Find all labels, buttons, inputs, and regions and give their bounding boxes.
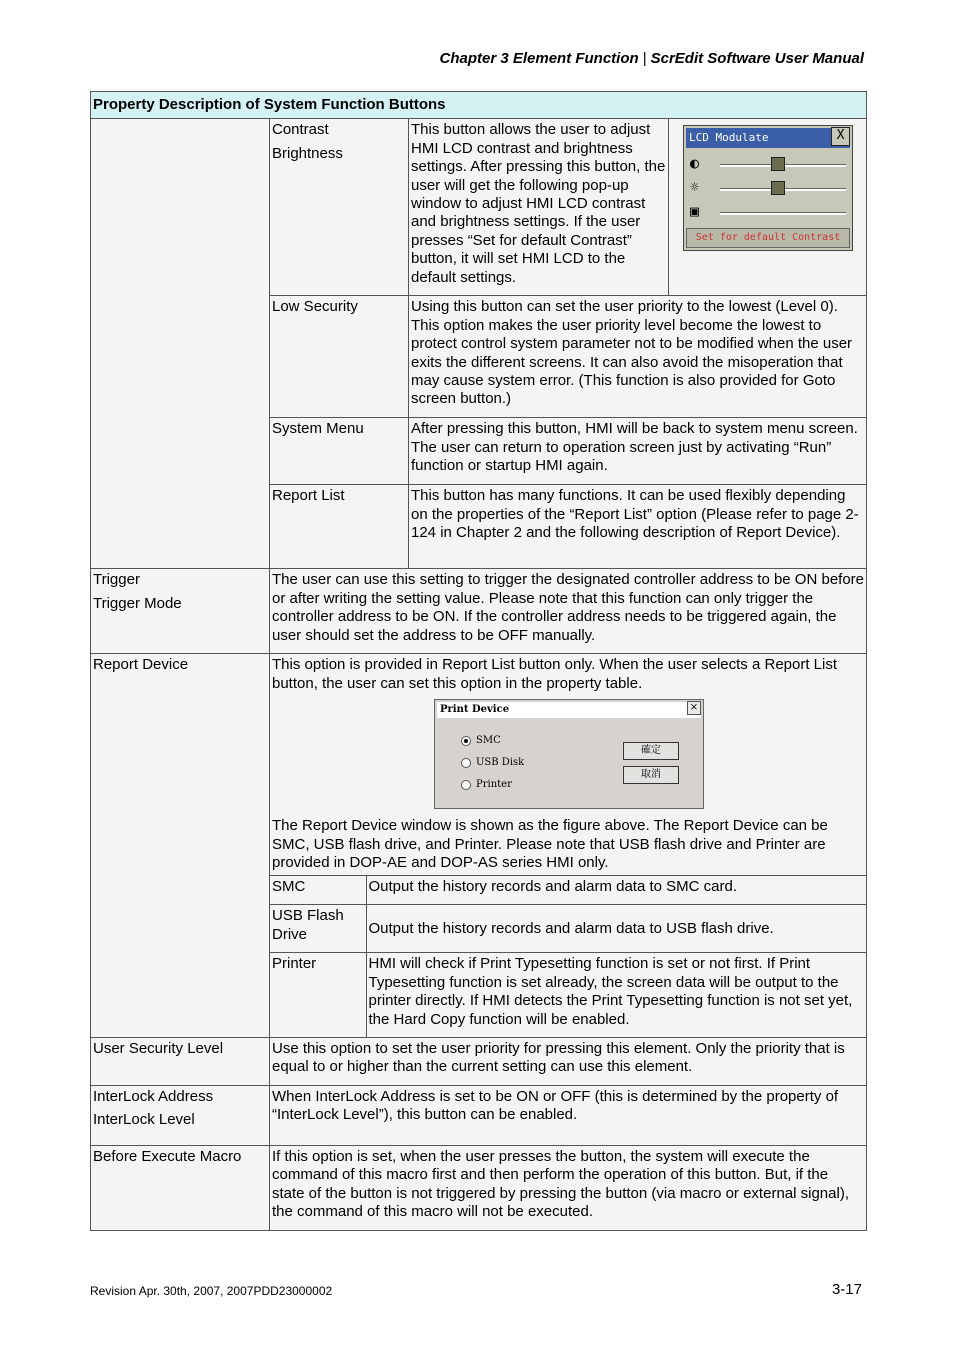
interlock-description: When InterLock Address is set to be ON or OFF (this is determined by the property of “InterLock Level”), this button can be enabled. (270, 1085, 867, 1145)
option-smc[interactable] (461, 734, 501, 748)
printer-description: HMI will check if Print Typesetting function is set or not first. If Print Typesetting function is set already, the screen data will be output to the printer directly. If HMI detects the Print Typesetting function is not set yet, the Hard Copy function will be enabled. (366, 953, 866, 1037)
contrast-slider-row (690, 155, 846, 173)
close-icon[interactable]: × (687, 701, 701, 715)
contrast-label: Contrast (272, 121, 329, 139)
set-default-contrast-button[interactable]: Set for default Contrast (686, 228, 850, 248)
interlock-address-label: InterLock Address (93, 1087, 214, 1105)
user-security-description: Use this option to set the user priority for pressing this element. Only the priority that is equal to or higher than the current setting can use this element. (270, 1037, 867, 1085)
brightness-label: Brightness (272, 144, 343, 162)
brightness-slider-row (690, 179, 846, 197)
interlock-label-cell (91, 1085, 270, 1145)
empty-label-cell (91, 119, 270, 569)
option-printer[interactable] (461, 778, 512, 792)
before-macro-label: Before Execute Macro (91, 1145, 270, 1230)
radio-icon[interactable] (461, 780, 471, 790)
option-usb-disk[interactable] (461, 756, 524, 770)
display-icon: ▣ (690, 202, 700, 221)
low-security-label: Low Security (270, 296, 409, 418)
ok-button[interactable]: 確定 (623, 742, 679, 760)
print-device-dialog (434, 699, 704, 809)
cancel-button[interactable]: 取消 (623, 766, 679, 784)
low-security-description: Using this button can set the user priority to the lowest (Level 0). This option makes the user priority level become the lowest to protect control system parameter not to be modified when the user exits the different screens. It can also avoid the misoperation that may cause system error. (This function is also provided for Goto screen button.) (409, 296, 867, 418)
brightness-slider-knob[interactable] (771, 181, 785, 195)
trigger-mode-label: Trigger Mode (93, 594, 182, 612)
report-device-after: The Report Device window is shown as the figure above. The Report Device can be SMC, USB flash drive, and Printer. Please note that USB flash drive and Printer are provided in DOP-AE and DOP-AS series HMI only. (272, 817, 828, 872)
report-list-description: This button has many functions. It can be used flexibly depending on the properties of the “Report List” option (Please refer to page 2-124 in Chapter 2 and the following description of Report Device). (409, 485, 867, 569)
chapter-title: Chapter 3 Element Function (439, 50, 639, 67)
report-device-cell (270, 654, 867, 1038)
printer-label: Printer (270, 953, 366, 1037)
option-smc-label: SMC (476, 735, 501, 747)
lcd-dialog-cell (669, 119, 867, 296)
usb-label: USB Flash Drive (270, 905, 366, 953)
report-list-label: Report List (270, 485, 409, 569)
smc-label: SMC (270, 876, 366, 905)
interlock-level-label: InterLock Level (93, 1111, 195, 1129)
close-icon[interactable]: X (831, 127, 850, 146)
radio-icon[interactable] (461, 758, 471, 768)
option-usb-label: USB Disk (476, 757, 525, 769)
print-device-title: Print Device (437, 702, 701, 718)
display-slider-track[interactable] (720, 212, 846, 215)
contrast-slider-knob[interactable] (771, 157, 785, 171)
page-number: 3-17 (831, 1281, 862, 1298)
manual-title: ScrEdit Software User Manual (650, 50, 864, 67)
before-macro-description: If this option is set, when the user presses the button, the system will execute the command of this macro first and then perform the operation of this button. But, if the state of the button is not triggered by pressing the button (via macro or external signal), the command of this macro will not be executed. (270, 1145, 867, 1230)
trigger-label: Trigger (93, 571, 140, 589)
report-device-label: Report Device (91, 654, 270, 1038)
contrast-description: This button allows the user to adjust HMI LCD contrast and brightness settings. After pressing this button, the user will get the following pop-up window to adjust HMI LCD contrast and brightness settings. If the user presses “Set for default Contrast” button, it will set HMI LCD to the default settings. (409, 119, 669, 296)
option-printer-label: Printer (476, 779, 512, 791)
header-separator: | (642, 50, 647, 67)
brightness-icon: ☼ (690, 178, 700, 197)
trigger-label-cell (91, 569, 270, 654)
revision-footer: Revision Apr. 30th, 2007, 2007PDD23000002 (90, 1284, 333, 1298)
property-table (90, 91, 867, 1231)
user-security-label: User Security Level (91, 1037, 270, 1085)
radio-selected-icon[interactable] (461, 736, 471, 746)
system-menu-label: System Menu (270, 418, 409, 485)
contrast-label-cell (270, 119, 409, 296)
contrast-icon: ◐ (690, 154, 700, 173)
lcd-dialog-title: LCD Modulate (686, 128, 850, 148)
report-device-intro: This option is provided in Report List button only. When the user selects a Report List button, the user can set this option in the property table. (272, 656, 838, 692)
display-slider-row (690, 203, 846, 221)
table-title: Property Description of System Function Buttons (91, 92, 867, 119)
page-header (439, 50, 864, 67)
system-menu-description: After pressing this button, HMI will be back to system menu screen. The user can return to operation screen just by activating “Run” function or startup HMI again. (409, 418, 867, 485)
smc-description: Output the history records and alarm data to SMC card. (366, 876, 866, 905)
usb-description: Output the history records and alarm data to USB flash drive. (366, 905, 866, 953)
trigger-description: The user can use this setting to trigger the designated controller address to be ON before or after writing the setting value. Please note that this function can only trigger the controller address to be ON. If the controller address needs to be triggered again, the user should set the address to be OFF manually. (270, 569, 867, 654)
report-device-options-table (270, 875, 866, 1037)
lcd-modulate-dialog (683, 125, 853, 251)
